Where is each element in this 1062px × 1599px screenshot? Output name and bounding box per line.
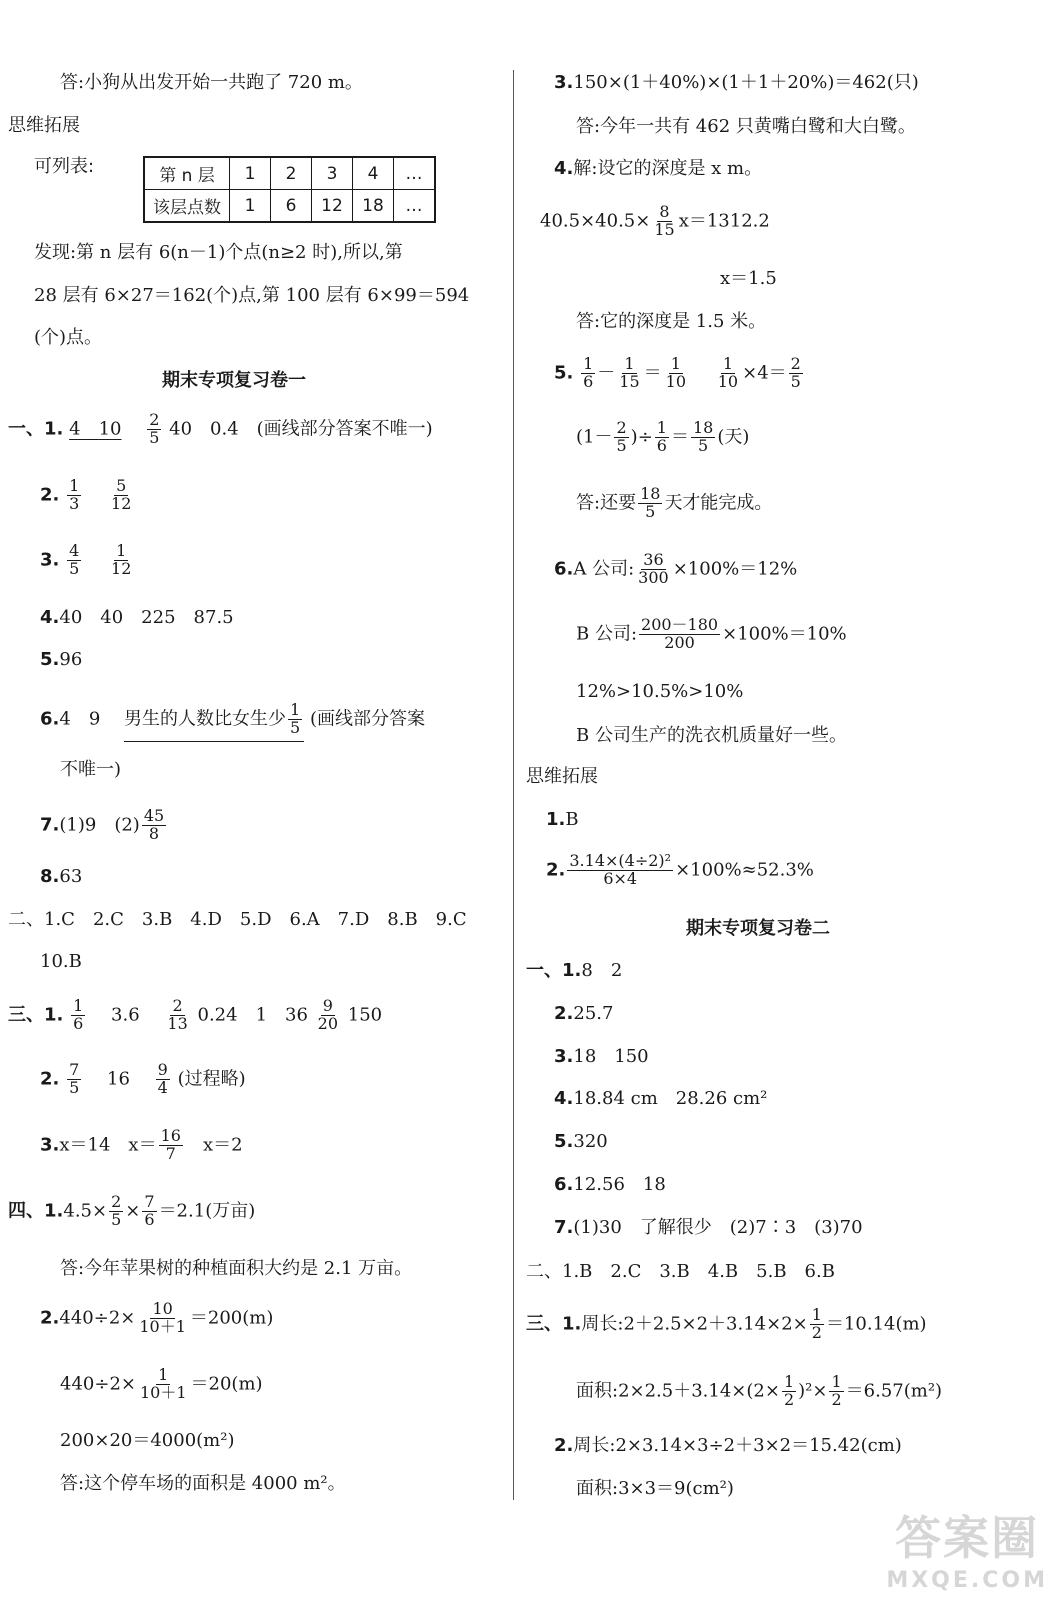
answer-text: 96	[59, 649, 83, 670]
numerator: 1	[583, 354, 594, 373]
denominator: 5	[69, 1077, 80, 1097]
answer-text: 男生的人数比女生少	[124, 708, 287, 730]
numerator: 2	[616, 418, 627, 437]
answer-line	[40, 702, 425, 742]
text-line: 答:这个停车场的面积是 4000 m²。	[60, 1473, 346, 1494]
answer-text: ×	[125, 1200, 141, 1222]
answer-line	[554, 160, 762, 178]
answer-text: ＝10.14(m)	[825, 1313, 927, 1335]
table-cell: 12	[312, 190, 353, 223]
fraction	[782, 1374, 796, 1409]
table-cell: …	[394, 157, 436, 190]
answer-text: 周长:2×3.14×3÷2＋3×2＝15.42(cm)	[573, 1435, 902, 1456]
underlined-answer	[69, 418, 121, 439]
answer-line	[554, 1048, 649, 1066]
answer-text: (过程略)	[177, 1068, 246, 1090]
item-number: 2.	[40, 1068, 60, 1090]
answer-line	[546, 811, 579, 829]
denominator: 5	[616, 435, 627, 455]
item-number: 一、1.	[526, 960, 582, 981]
fraction	[638, 486, 662, 521]
answer-line	[554, 1133, 608, 1151]
denominator: 20	[317, 1013, 339, 1033]
answer-line	[554, 1005, 613, 1023]
denominator: 2	[783, 1389, 795, 1409]
answer-text: x＝2	[202, 1134, 243, 1156]
answer-text: ＝2.1(万亩)	[158, 1200, 256, 1222]
text-line: 12%>10.5%>10%	[576, 681, 744, 702]
operator: －	[597, 362, 616, 384]
fraction	[664, 356, 688, 391]
denominator: 300	[638, 567, 669, 587]
numerator: 1	[116, 541, 127, 560]
fraction	[71, 998, 85, 1033]
fraction	[109, 1194, 123, 1229]
answer-text: 40 40 225 87.5	[59, 607, 234, 628]
operator: ＝	[670, 426, 689, 448]
answer-text: ×100%≈52.3%	[675, 859, 814, 881]
denominator: 3	[69, 493, 80, 513]
answer-line	[576, 1374, 942, 1409]
item-number: 2.	[554, 1003, 574, 1024]
denominator: 5	[111, 1209, 122, 1229]
answer-line	[554, 552, 797, 587]
answer-text: (天)	[717, 426, 750, 448]
underlined-answer	[124, 702, 304, 742]
item-number: 3.	[554, 72, 574, 93]
table-cell: 4	[353, 157, 394, 190]
denominator: 10	[717, 371, 739, 391]
denominator: 10＋1	[139, 1382, 187, 1402]
table-cell: 2	[271, 157, 312, 190]
numerator: 1	[624, 354, 635, 373]
answer-text: 天才能完成。	[664, 492, 773, 514]
item-number: 5.	[40, 649, 60, 670]
text-line: 答:它的深度是 1.5 米。	[576, 311, 767, 332]
answer-line	[40, 543, 135, 578]
answer-text: 440÷2×	[60, 1373, 136, 1395]
numerator: 9	[322, 996, 333, 1015]
denominator: 5	[149, 427, 160, 447]
item-number: 6.	[40, 708, 60, 730]
answer-text: 63	[59, 866, 83, 887]
answer-text: (1－	[576, 426, 613, 448]
denominator: 4	[157, 1077, 168, 1097]
item-number: 2.	[546, 859, 566, 881]
answer-text: ²×	[805, 1380, 828, 1402]
fraction	[614, 420, 628, 455]
denominator: 5	[645, 501, 656, 521]
fraction	[655, 420, 669, 455]
answer-text: 周长:2＋2.5×2＋3.14×2×	[581, 1313, 808, 1335]
fraction	[67, 478, 81, 513]
numerator: 9	[157, 1060, 168, 1079]
denominator: 6	[656, 435, 667, 455]
answer-text: 40.5×40.5×	[540, 210, 651, 232]
item-number: 三、1.	[8, 1004, 64, 1026]
numerator: 2	[149, 410, 160, 429]
item-number: 2.	[40, 1307, 60, 1329]
table-cell: 第 n 层	[144, 157, 230, 190]
table-cell: 3	[312, 157, 353, 190]
item-number: 3.	[40, 1134, 60, 1156]
item-number: 3.	[40, 549, 60, 571]
fraction	[639, 617, 720, 652]
answer-value: 4	[69, 418, 81, 440]
answer-text: (1)30 了解很少 (2)7∶3 (3)70	[573, 1217, 863, 1238]
answer-line	[554, 1090, 767, 1108]
table-row	[144, 157, 435, 190]
answer-line	[60, 1367, 263, 1402]
denominator: 13	[167, 1013, 188, 1033]
answer-line	[40, 1301, 273, 1336]
answer-line	[526, 1307, 927, 1342]
item-number: 6.	[554, 1174, 574, 1195]
answer-text: 40 0.4 (画线部分答案不唯一)	[169, 418, 433, 440]
answer-text: x＝1312.2	[678, 210, 770, 232]
text-line: 28 层有 6×27＝162(个)点,第 100 层有 6×99＝594	[34, 285, 470, 306]
denominator: 2	[811, 1322, 822, 1342]
answer-text: (画线部分答案	[309, 708, 425, 730]
fraction	[617, 356, 641, 391]
denominator: 6	[583, 371, 594, 391]
answer-line	[554, 356, 805, 391]
fraction	[716, 356, 740, 391]
denominator: 15	[654, 219, 675, 239]
answer-text: B 公司:	[576, 623, 638, 645]
table-cell: 该层点数	[144, 190, 230, 223]
fraction	[109, 478, 133, 513]
numerator: 1	[73, 996, 84, 1015]
fraction	[159, 1128, 183, 1163]
table-cell: 1	[230, 190, 271, 223]
item-number: 5.	[554, 362, 574, 384]
fraction	[67, 543, 81, 578]
answer-line: 二、1.C 2.C 3.B 4.D 5.D 6.A 7.D 8.B 9.C	[8, 909, 467, 930]
answer-text: ＝200(m)	[189, 1307, 274, 1329]
answer-line	[540, 204, 770, 239]
numerator: 4	[69, 541, 80, 560]
text-line: 可列表:	[34, 156, 95, 177]
fraction	[789, 356, 803, 391]
item-number: 3.	[554, 1046, 574, 1067]
answer-text: 4.5×	[63, 1200, 108, 1222]
answer-text: A 公司:	[573, 558, 635, 580]
answer-text: 8 2	[581, 960, 623, 981]
fraction	[165, 998, 189, 1033]
answer-text: 0.24 1 36	[197, 1004, 308, 1026]
text-line: x＝1.5	[720, 268, 777, 289]
answer-line	[40, 1062, 246, 1097]
text-line: 面积:3×3＝9(cm²)	[576, 1478, 734, 1499]
section-heading: 思维拓展	[526, 766, 598, 787]
text-line: 不唯一)	[60, 759, 122, 780]
numerator: 8	[659, 202, 670, 221]
answer-text: 面积:2×2.5＋3.14×	[576, 1380, 747, 1402]
text-line: 答:今年苹果树的种植面积大约是 2.1 万亩。	[60, 1258, 413, 1279]
item-number: 4.	[554, 158, 574, 179]
answer-text: 320	[573, 1131, 608, 1152]
text-line: (个)点。	[34, 327, 103, 348]
watermark-text: 答案圈	[895, 1511, 1040, 1565]
text-line: 200×20＝4000(m²)	[60, 1430, 235, 1451]
answer-text: 3.6	[111, 1004, 140, 1026]
fraction	[810, 1307, 824, 1342]
denominator: 7	[165, 1143, 176, 1163]
numerator: 1	[69, 476, 80, 495]
denominator: 5	[69, 558, 80, 578]
answer-line	[576, 617, 847, 652]
answer-text: 解:设它的深度是 x m。	[573, 158, 763, 179]
answer-value: 10	[98, 418, 122, 440]
fraction	[581, 356, 595, 391]
numerator: 2	[111, 1192, 122, 1211]
answer-line	[546, 853, 814, 888]
answer-text: B	[565, 809, 579, 830]
answer-line	[554, 1437, 902, 1455]
fraction	[67, 1062, 81, 1097]
fraction	[156, 1062, 170, 1097]
watermark-logo	[886, 1502, 1048, 1593]
answer-line: 二、1.B 2.C 3.B 4.B 5.B 6.B	[526, 1261, 835, 1282]
answer-text: ×100%＝12%	[672, 558, 798, 580]
fraction	[138, 1367, 189, 1402]
answer-line	[554, 1176, 666, 1194]
answer-text: ＝6.57(m²)	[845, 1380, 943, 1402]
numerator: 200－180	[641, 615, 719, 634]
item-number: 2.	[554, 1435, 574, 1456]
answer-line	[554, 1219, 863, 1237]
numerator: 18	[692, 418, 714, 437]
answer-text: )÷	[630, 426, 653, 448]
table-cell: …	[394, 190, 436, 223]
answer-line	[40, 609, 234, 627]
answer-text: 18.84 cm 28.26 cm²	[573, 1088, 768, 1109]
denominator: 15	[619, 371, 640, 391]
denominator: 5	[290, 717, 301, 737]
answer-text: 18 150	[573, 1046, 649, 1067]
numerator: 1	[670, 354, 681, 373]
fraction	[636, 552, 671, 587]
denominator: 2	[831, 1389, 842, 1409]
answer-text: ×100%＝10%	[722, 623, 847, 645]
answer-text: 答:还要	[576, 492, 637, 514]
answer-line	[40, 478, 135, 513]
answer-text: 25.7	[573, 1003, 614, 1024]
item-number: 4.	[40, 607, 60, 628]
answer-text: x＝14 x＝	[59, 1134, 157, 1156]
answer-line	[40, 868, 82, 886]
fraction	[316, 998, 340, 1033]
item-number: 8.	[40, 866, 60, 887]
denominator: 12	[111, 558, 132, 578]
answer-text: ＝20(m)	[190, 1373, 263, 1395]
numerator: 1	[811, 1305, 822, 1324]
numerator: 2	[172, 996, 183, 1015]
table-cell: 1	[230, 157, 271, 190]
answer-text: 150×(1＋40%)×(1＋1＋20%)＝462(只)	[573, 72, 919, 93]
denominator: 6×4	[603, 868, 638, 888]
answer-text: )	[798, 1380, 806, 1402]
numerator: 1	[722, 354, 734, 373]
denominator: 5	[790, 371, 801, 391]
numerator: 1	[158, 1365, 169, 1384]
answer-text: 4 9	[59, 708, 101, 730]
item-number: 一、1.	[8, 418, 64, 440]
section-title: 期末专项复习卷一	[162, 370, 306, 391]
fraction	[567, 853, 673, 888]
operator: ＝	[643, 362, 662, 384]
denominator: 8	[148, 823, 160, 843]
denominator: 12	[111, 493, 132, 513]
fraction	[829, 1374, 843, 1409]
item-number: 5.	[554, 1131, 574, 1152]
numerator: 1	[656, 418, 667, 437]
answer-line	[8, 998, 382, 1033]
fraction	[109, 543, 133, 578]
fraction	[142, 1194, 156, 1229]
item-number: 7.	[40, 814, 60, 836]
table-cell: 6	[271, 190, 312, 223]
item-number: 三、1.	[526, 1313, 582, 1335]
answer-line	[40, 1128, 243, 1163]
fraction	[691, 420, 715, 455]
answer-text: 16	[107, 1068, 130, 1090]
numerator: 18	[640, 484, 661, 503]
item-number: 四、1.	[8, 1200, 64, 1222]
item-number: 2.	[40, 484, 60, 506]
answer-text: (2×	[746, 1380, 780, 1402]
numerator: 1	[783, 1372, 795, 1391]
answer-text: (1)9 (2)	[59, 814, 140, 836]
answer-line	[554, 74, 919, 92]
numerator: 45	[143, 806, 165, 825]
numerator: 36	[643, 550, 664, 569]
item-number: 6.	[554, 558, 574, 580]
table-row	[144, 190, 435, 223]
answer-line	[576, 486, 772, 521]
numerator: 7	[69, 1060, 80, 1079]
answer-text: 150	[347, 1004, 383, 1026]
layer-table	[143, 156, 436, 223]
denominator: 5	[698, 435, 709, 455]
watermark-url: MXQE.COM	[886, 1568, 1048, 1593]
numerator: 3.14×(4÷2)²	[569, 851, 672, 870]
numerator: 10	[152, 1299, 173, 1318]
answer-line	[526, 962, 622, 980]
numerator: 5	[116, 476, 127, 495]
fraction	[142, 808, 166, 843]
numerator: 16	[160, 1126, 181, 1145]
denominator: 6	[73, 1013, 84, 1033]
column-divider	[513, 70, 514, 1500]
fraction	[288, 702, 302, 737]
answer-line	[8, 1194, 255, 1229]
numerator: 1	[831, 1372, 842, 1391]
text-line: 答:小狗从出发开始一共跑了 720 m。	[60, 72, 363, 93]
denominator: 10	[665, 371, 687, 391]
text-line: 答:今年一共有 462 只黄嘴白鹭和大白鹭。	[576, 116, 916, 137]
fraction	[137, 1301, 188, 1336]
section-title: 期末专项复习卷二	[686, 918, 830, 939]
denominator: 200	[664, 632, 695, 652]
denominator: 6	[144, 1209, 155, 1229]
text-line: B 公司生产的洗衣机质量好一些。	[576, 725, 847, 746]
fraction	[652, 204, 676, 239]
numerator: 1	[290, 700, 301, 719]
table-cell: 18	[353, 190, 394, 223]
item-number: 4.	[554, 1088, 574, 1109]
answer-text: ×4＝	[742, 362, 787, 384]
item-number: 1.	[546, 809, 566, 830]
section-heading: 思维拓展	[8, 115, 80, 136]
answer-line	[40, 808, 168, 843]
answer-line	[8, 412, 433, 447]
numerator: 2	[790, 354, 801, 373]
answer-line	[576, 420, 749, 455]
denominator: 10＋1	[139, 1316, 186, 1336]
answer-line: 10.B	[40, 951, 82, 972]
answer-line	[40, 651, 82, 669]
text-line: 发现:第 n 层有 6(n－1)个点(n≥2 时),所以,第	[34, 242, 403, 263]
item-number: 7.	[554, 1217, 574, 1238]
answer-text: 12.56 18	[573, 1174, 666, 1195]
answer-text: 440÷2×	[59, 1307, 136, 1329]
numerator: 7	[144, 1192, 155, 1211]
fraction	[147, 412, 161, 447]
